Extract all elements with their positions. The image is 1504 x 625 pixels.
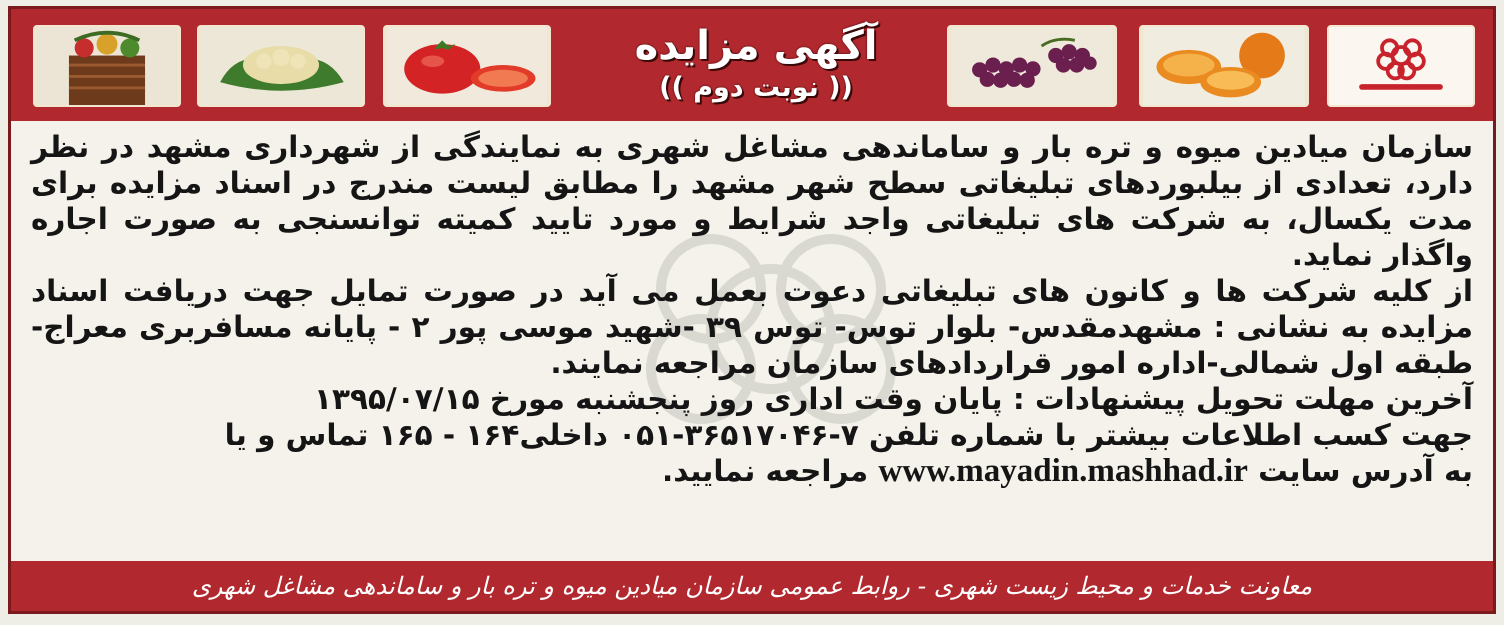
- grapes-photo: [947, 25, 1117, 107]
- paragraph-invitation: از کلیه شرکت ها و کانون های تبلیغاتی دعوت بعمل می آید در صورت تمایل جهت دریافت اسناد مزایده به نشانی : مشهدمقدس- بلوار توس- توس ۳۹ -شهید موسی پور ۲ - پایانه مسافربری معراج-طبقه اول شمالی-اداره امور قراردادهای سازمان مراجعه نمایند.: [31, 274, 1473, 380]
- tomatoes-photo: [383, 25, 551, 107]
- basket-photo: [33, 25, 181, 107]
- cauliflower-photo: [197, 25, 365, 107]
- footer-banner: [11, 561, 1493, 611]
- announcement-body: [31, 129, 1473, 561]
- municipality-logo-icon: [1327, 25, 1475, 107]
- website-prefix: به آدرس سایت: [1258, 454, 1473, 488]
- footer-text: معاونت خدمات و محیط زیست شهری - روابط عمومی سازمان میادین میوه و تره بار و ساماندهی مشاغل شهری: [191, 572, 1313, 600]
- page-subtitle: (( نوبت دوم )): [659, 72, 853, 103]
- header-banner: [11, 9, 1493, 121]
- page-title: آگهی مزایده: [634, 23, 878, 69]
- website-link[interactable]: www.mayadin.mashhad.ir: [878, 453, 1248, 489]
- website-suffix: مراجعه نمایید.: [661, 454, 869, 488]
- oranges-photo: [1139, 25, 1309, 107]
- paragraph-website: [31, 453, 1473, 489]
- auction-advertisement: [8, 6, 1496, 614]
- paragraph-contact: جهت کسب اطلاعات بیشتر با شماره تلفن ۷-۳۶۵۱۷۰۴۶-۰۵۱ داخلی۱۶۴ - ۱۶۵ تماس و یا: [224, 418, 1473, 452]
- paragraph-intro: سازمان میادین میوه و تره بار و ساماندهی مشاغل شهری به نمایندگی از شهرداری مشهد در نظر دارد، تعدادی از بیلبوردهای تبلیغاتی سطح شهر مشهد را مطابق لیست مندرج در اسناد مزایده برای مدت یکسال، به شرکت های تبلیغاتی واجد شرایط و مورد تایید کمیته توانسنجی به صورت اجاره واگذار نماید.: [31, 130, 1473, 272]
- title-block: [566, 21, 946, 113]
- paragraph-deadline: آخرین مهلت تحویل پیشنهادات : پایان وقت اداری روز پنجشنبه مورخ ۱۳۹۵/۰۷/۱۵: [313, 382, 1473, 416]
